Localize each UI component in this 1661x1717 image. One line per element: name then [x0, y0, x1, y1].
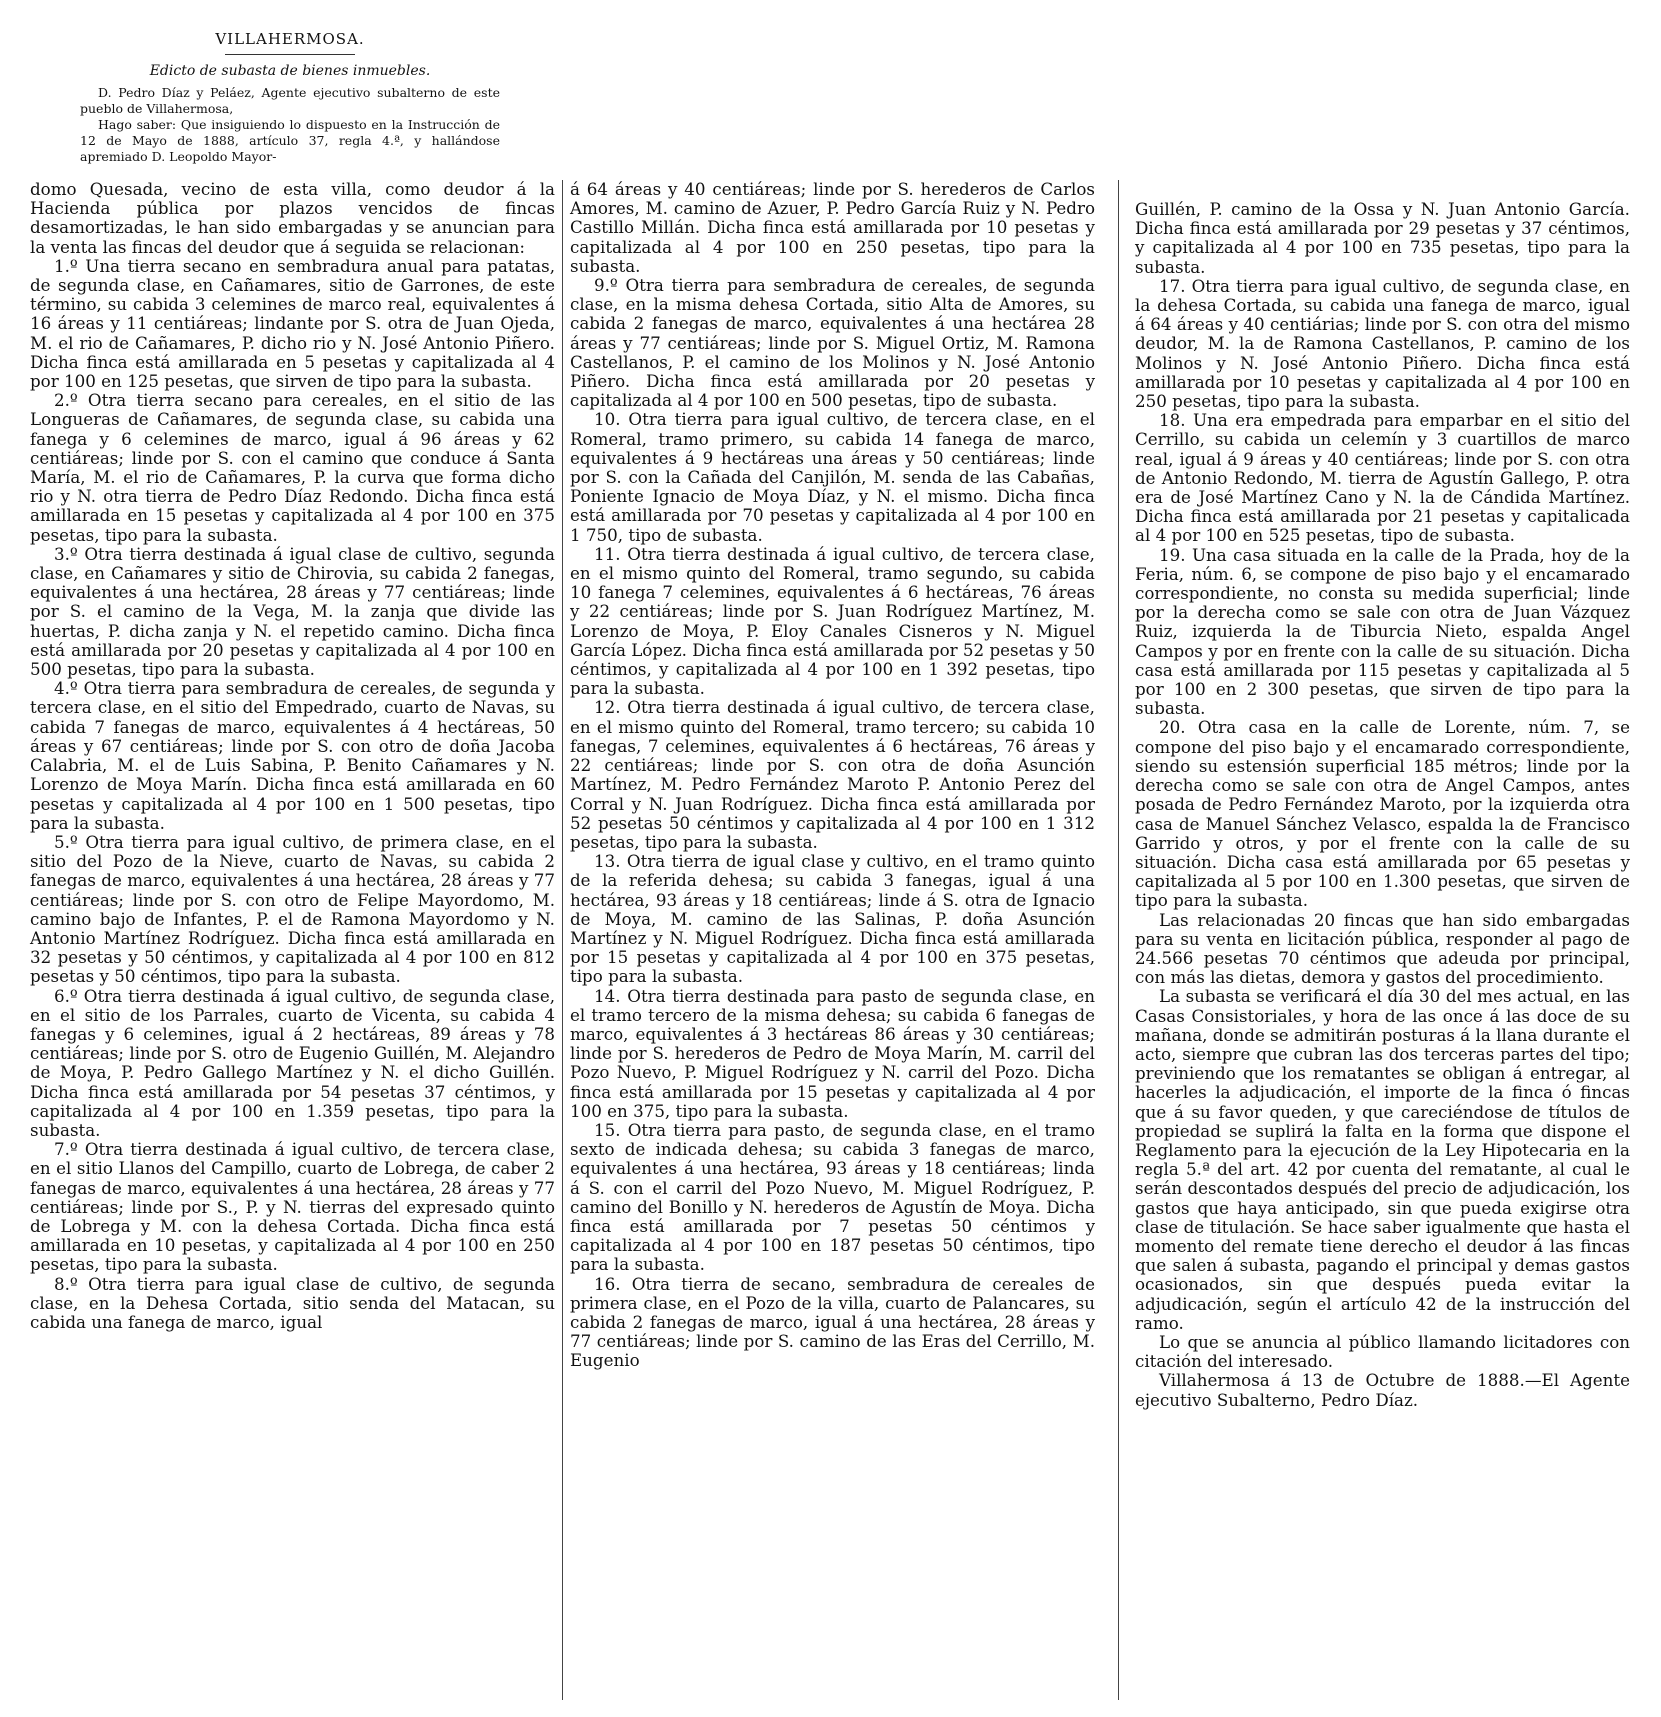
paragraph: 7.º Otra tierra destinada á igual cultivo, de tercera clase, en el sitio Llanos del Campillo, cuarto de Lobrega, de caber 2 fanegas de marco, equivalentes á una hectárea, 28 áreas y 77 centiáreas; linde por S., P. y N. tierras del expresado quinto de Lobrega y M. con la dehesa Cortada. Dicha finca está amillarada en 10 pesetas, y capitalizada al 4 por 100 en 250 pesetas, tipo para la subasta.	[30, 1139, 555, 1275]
paragraph: á 64 áreas y 40 centiáreas; linde por S. herederos de Carlos Amores, M. camino de Azuer, P. Pedro García Ruiz y N. Pedro Castillo Millán. Dicha finca está amillarada por 10 pesetas y capitalizada al 4 por 100 en 250 pesetas, tipo para la subasta.	[570, 179, 1095, 276]
edict-subtitle: Edicto de subasta de bienes inmuebles.	[149, 63, 431, 79]
paragraph: 14. Otra tierra destinada para pasto de segunda clase, en el tramo tercero de la misma dehesa; su cabida 6 fanegas de marco, equivalentes á 3 hectáreas 86 áreas y 30 centiáreas; linde por S. herederos de Pedro de Moya Marín, M. carril del Pozo Nuevo, P. Miguel Rodríguez y N. carril del Pozo. Dicha finca está amillarada por 15 pesetas y capitalizada al 4 por 100 en 375, tipo para la subasta.	[570, 985, 1095, 1121]
paragraph: La subasta se verificará el día 30 del mes actual, en las Casas Consistoriales, y hora de las once á las doce de su mañana, donde se admitirán posturas á la llana durante el acto, siempre que cubran las dos terceras partes del tipo; previniendo que los rematantes se obligan á entregar, al hacerles la adjudicación, el importe de la finca ó fincas que á su favor queden, y que careciéndose de títulos de propiedad se suplirá la falta en la forma que dispone el Reglamento para la ejecución de la Ley Hipotecaria en la regla 5.ª del art. 42 por cuenta del rematante, al cual le serán descontados después del precio de adjudicación, los gastos que haya anticipado, sin que pueda exigirse otra clase de titulación. Se hace saber igualmente que hasta el momento del remate tiene derecho el deudor á las fincas que salen á subasta, pagando el principal y demas gastos ocasionados, sin que después pueda evitar la adjudicación, según el artículo 42 de la instrucción del ramo.	[1135, 986, 1630, 1333]
column-3	[1135, 200, 1630, 1410]
paragraph: 15. Otra tierra para pasto, de segunda clase, en el tramo sexto de indicada dehesa; su cabida 3 fanegas de marco, equivalentes á una hectárea, 93 áreas y 18 centiáreas; linda á S. con el carril del Pozo Nuevo, M. Miguel Rodríguez, P. camino del Bonillo y N. herederos de Agustín de Moya. Dicha finca está amillarada por 7 pesetas 50 céntimos y capitalizada al 4 por 100 en 187 pesetas 50 céntimos, tipo para la subasta.	[570, 1119, 1095, 1275]
edict-header	[80, 30, 500, 165]
paragraph: 2.º Otra tierra secano para cereales, en el sitio de las Longueras de Cañamares, de segunda clase, su cabida una fanega y 6 celemines de marco, igual á 96 áreas y 62 centiáreas; linde por S. con el camino que conduce á Santa María, M. el rio de Cañamares, P. la curva que forma dicho rio y N. otra tierra de Pedro Díaz Redondo. Dicha finca está amillarada en 15 pesetas y capitalizada al 4 por 100 en 375 pesetas, tipo para la subasta.	[30, 390, 555, 545]
paragraph: 1.º Una tierra secano en sembradura anual para patatas, de segunda clase, en Cañamares, sitio de Garrones, de este término, su cabida 3 celemines de marco real, equivalentes á 16 áreas y 11 centiáreas; lindante por S. otra de Juan Ojeda, M. el rio de Cañamares, P. dicho rio y N. José Antonio Piñero. Dicha finca está amillarada en 5 pesetas y capitalizada al 4 por 100 en 125 pesetas, que sirven de tipo para la subasta.	[30, 255, 555, 392]
paragraph: 20. Otra casa en la calle de Lorente, núm. 7, se compone del piso bajo y el encamarado correspondiente, siendo su estensión superficial 185 métros; linde por la derecha como se sale con otra de Angel Campos, antes posada de Pedro Fernández Maroto, por la izquierda otra casa de Manuel Sánchez Velasco, espalda la de Francisco Garrido y otros, y por el frente con la calle de su situación. Dicha casa está amillarada por 65 pesetas y capitalizada al 5 por 100 en 1.300 pesetas, que sirven de tipo para la subasta.	[1135, 717, 1630, 911]
paragraph: 9.º Otra tierra para sembradura de cereales, de segunda clase, en la misma dehesa Cortada, sitio Alta de Amores, su cabida 2 fanegas de marco, equivalentes á una hectárea 28 áreas y 77 centiáreas; linde por S. Miguel Ortiz, M. Ramona Castellanos, P. el camino de los Molinos y N. José Antonio Piñero. Dicha finca está amillarada por 20 pesetas y capitalizada al 4 por 100 en 500 pesetas, tipo de subasta.	[570, 275, 1095, 411]
paragraph: 18. Una era empedrada para emparbar en el sitio del Cerrillo, su cabida un celemín y 3 cuartillos de marco real, igual á 9 áreas y 40 centiáreas; linde por S. con otra de Antonio Redondo, M. tierra de Agustín Gallego, P. otra era de José Martínez Cano y N. la de Cándida Martínez. Dicha finca está amillarada por 21 pesetas y capitalicada al 4 por 100 en 525 pesetas, tipo de subasta.	[1135, 410, 1630, 546]
paragraph: 13. Otra tierra de igual clase y cultivo, en el tramo quinto de la referida dehesa; su cabida 3 fanegas, igual á una hectárea, 93 áreas y 18 centiáreas; linde á S. otra de Ignacio de Moya, M. camino de las Salinas, P. doña Asunción Martínez y N. Miguel Rodríguez. Dicha finca está amillarada por 15 pesetas y capitalizada al 4 por 100 en 375 pesetas, tipo para la subasta.	[570, 851, 1095, 987]
column-1	[30, 180, 555, 1332]
paragraph: 10. Otra tierra para igual cultivo, de tercera clase, en el Romeral, tramo primero, su cabida 14 fanega de marco, equivalentes á 9 hectáreas una áreas y 50 centiáreas; linde por S. con la Cañada del Canjilón, M. senda de las Cabañas, Poniente Ignacio de Moya Díaz, y N. el mismo. Dicha finca está amillarada por 70 pesetas y capitalizada al 4 por 100 en 1 750, tipo de subasta.	[570, 409, 1095, 545]
column-2	[570, 180, 1095, 1371]
paragraph: 16. Otra tierra de secano, sembradura de cereales de primera clase, en el Pozo de la villa, cuarto de Palancares, su cabida 2 fanegas de marco, igual á una hectárea, 28 áreas y 77 centiáreas; linde por S. camino de las Eras del Cerrillo, M. Eugenio	[570, 1273, 1095, 1371]
paragraph: Guillén, P. camino de la Ossa y N. Juan Antonio García. Dicha finca está amillarada por 29 pesetas y 37 céntimos, y capitalizada al 4 por 100 en 735 pesetas, tipo para la subasta.	[1135, 199, 1630, 277]
paragraph: 17. Otra tierra para igual cultivo, de segunda clase, en la dehesa Cortada, su cabida una fanega de marco, igual á 64 áreas y 40 centiárias; linde por S. con otra del mismo deudor, M. la de Ramona Castellanos, P. camino de los Molinos y N. José Antonio Piñero. Dicha finca está amillarada por 10 pesetas y capitalizada al 4 por 100 en 250 pesetas, tipo para la subasta.	[1135, 275, 1630, 412]
column-divider	[1118, 180, 1119, 1700]
paragraph: 8.º Otra tierra para igual clase de cultivo, de segunda clase, en la Dehesa Cortada, sitio senda del Matacan, su cabida una fanega de marco, igual	[30, 1273, 555, 1332]
signature: Villahermosa á 13 de Octubre de 1888.—El Agente ejecutivo Subalterno, Pedro Díaz.	[1135, 1370, 1630, 1410]
paragraph: 11. Otra tierra destinada á igual cultivo, de tercera clase, en el mismo quinto del Romeral, tramo segundo, su cabida 10 fanega 7 celemines, equivalentes á 6 hectáreas, 76 áreas y 22 centiáreas; linde por S. Juan Rodríguez Martínez, M. Lorenzo de Moya, P. Eloy Canales Cisneros y N. Miguel García López. Dicha finca está amillarada por 52 pesetas y 50 céntimos, y capitalizada al 4 por 100 en 1 392 pesetas, tipo para la subasta.	[570, 543, 1095, 699]
paragraph: 3.º Otra tierra destinada á igual clase de cultivo, segunda clase, en Cañamares y sitio de Chirovia, su cabida 2 fanegas, equivalentes á una hectárea, 28 áreas y 77 centiáreas; linde por S. el camino de la Vega, M. la zanja que divide las huertas, P. dicha zanja y N. el repetido camino. Dicha finca está amillarada por 20 pesetas y capitalizada al 4 por 100 en 500 pesetas, tipo para la subasta.	[30, 543, 555, 680]
paragraph: 12. Otra tierra destinada á igual cultivo, de tercera clase, en el mismo quinto del Romeral, tramo tercero; su cabida 10 fanegas, 7 celemines, equivalentes á 6 hectáreas, 76 áreas y 22 centiáreas; linde por S. con otra de doña Asunción Martínez, M. Pedro Fernández Maroto P. Antonio Perez del Corral y N. Juan Rodríguez. Dicha finca está amillarada por 52 pesetas 50 céntimos y capitalizada al 4 por 100 en 1 312 pesetas, tipo para la subasta.	[570, 697, 1095, 852]
column-divider	[562, 180, 563, 1700]
paragraph: 4.º Otra tierra para sembradura de cereales, de segunda y tercera clase, en el sitio del Empedrado, cuarto de Navas, su cabida 7 fanegas de marco, equivalentes á 4 hectáreas, 50 áreas y 67 centiáreas; linde por S. con otro de doña Jacoba Calabria, M. el de Luis Sabina, P. Benito Cañamares y N. Lorenzo de Moya Marín. Dicha finca está amillarada en 60 pesetas y capitalizada al 4 por 100 en 1 500 pesetas, tipo para la subasta.	[30, 678, 555, 833]
edict-title: VILLAHERMOSA.	[215, 30, 365, 48]
paragraph: domo Quesada, vecino de esta villa, como deudor á la Hacienda pública por plazos vencidos de fincas desamortizadas, le han sido embargadas y se anuncian para la venta las fincas del deudor que á seguida se relacionan:	[30, 179, 555, 257]
paragraph: Las relacionadas 20 fincas que han sido embargadas para su venta en licitación pública, responder al pago de 24.566 pesetas 70 céntimos que adeuda por principal, con más las dietas, demora y gastos del procedimiento.	[1135, 909, 1630, 988]
paragraph: Lo que se anuncia al público llamando licitadores con citación del interesado.	[1135, 1331, 1630, 1372]
intro-paragraph: Hago saber: Que insiguiendo lo dispuesto en la Instrucción de 12 de Mayo de 1888, artículo 37, regla 4.ª, y hallándose apremiado D. Leopoldo Mayor-	[80, 117, 500, 164]
title-rule	[225, 54, 355, 55]
paragraph: 6.º Otra tierra destinada á igual cultivo, de segunda clase, en el sitio de los Parrales, cuarto de Vicenta, su cabida 4 fanegas y 6 celemines, igual á 2 hectáreas, 89 áreas y 78 centiáreas; linde por S. otro de Eugenio Guillén, M. Alejandro de Moya, P. Pedro Gallego Martínez y N. el dicho Guillén. Dicha finca está amillarada por 54 pesetas 37 céntimos, y capitalizada al 4 por 100 en 1.359 pesetas, tipo para la subasta.	[30, 985, 555, 1140]
paragraph: 5.º Otra tierra para igual cultivo, de primera clase, en el sitio del Pozo de la Nieve, cuarto de Navas, su cabida 2 fanegas de marco, equivalentes á una hectárea, 28 áreas y 77 centiáreas; linde por S. con otro de Felipe Mayordomo, M. camino bajo de Infantes, P. el de Ramona Mayordomo y N. Antonio Martínez Rodríguez. Dicha finca está amillarada en 32 pesetas y 50 céntimos, y capitalizada al 4 por 100 en 812 pesetas y 50 céntimos, tipo para la subasta.	[30, 831, 555, 987]
intro-paragraph: D. Pedro Díaz y Peláez, Agente ejecutivo subalterno de este pueblo de Villahermosa,	[80, 85, 500, 116]
paragraph: 19. Una casa situada en la calle de la Prada, hoy de la Feria, núm. 6, se compone de piso bajo y el encamarado correspondiente, no consta su medida superficial; linde por la derecha como se sale con otra de Juan Vázquez Ruiz, izquierda la de Tiburcia Nieto, espalda Angel Campos y por en frente con la calle de su situación. Dicha casa está amillarada por 115 pesetas y capitalizada al 5 por 100 en 2 300 pesetas, que sirven de tipo para la subasta.	[1135, 544, 1630, 719]
